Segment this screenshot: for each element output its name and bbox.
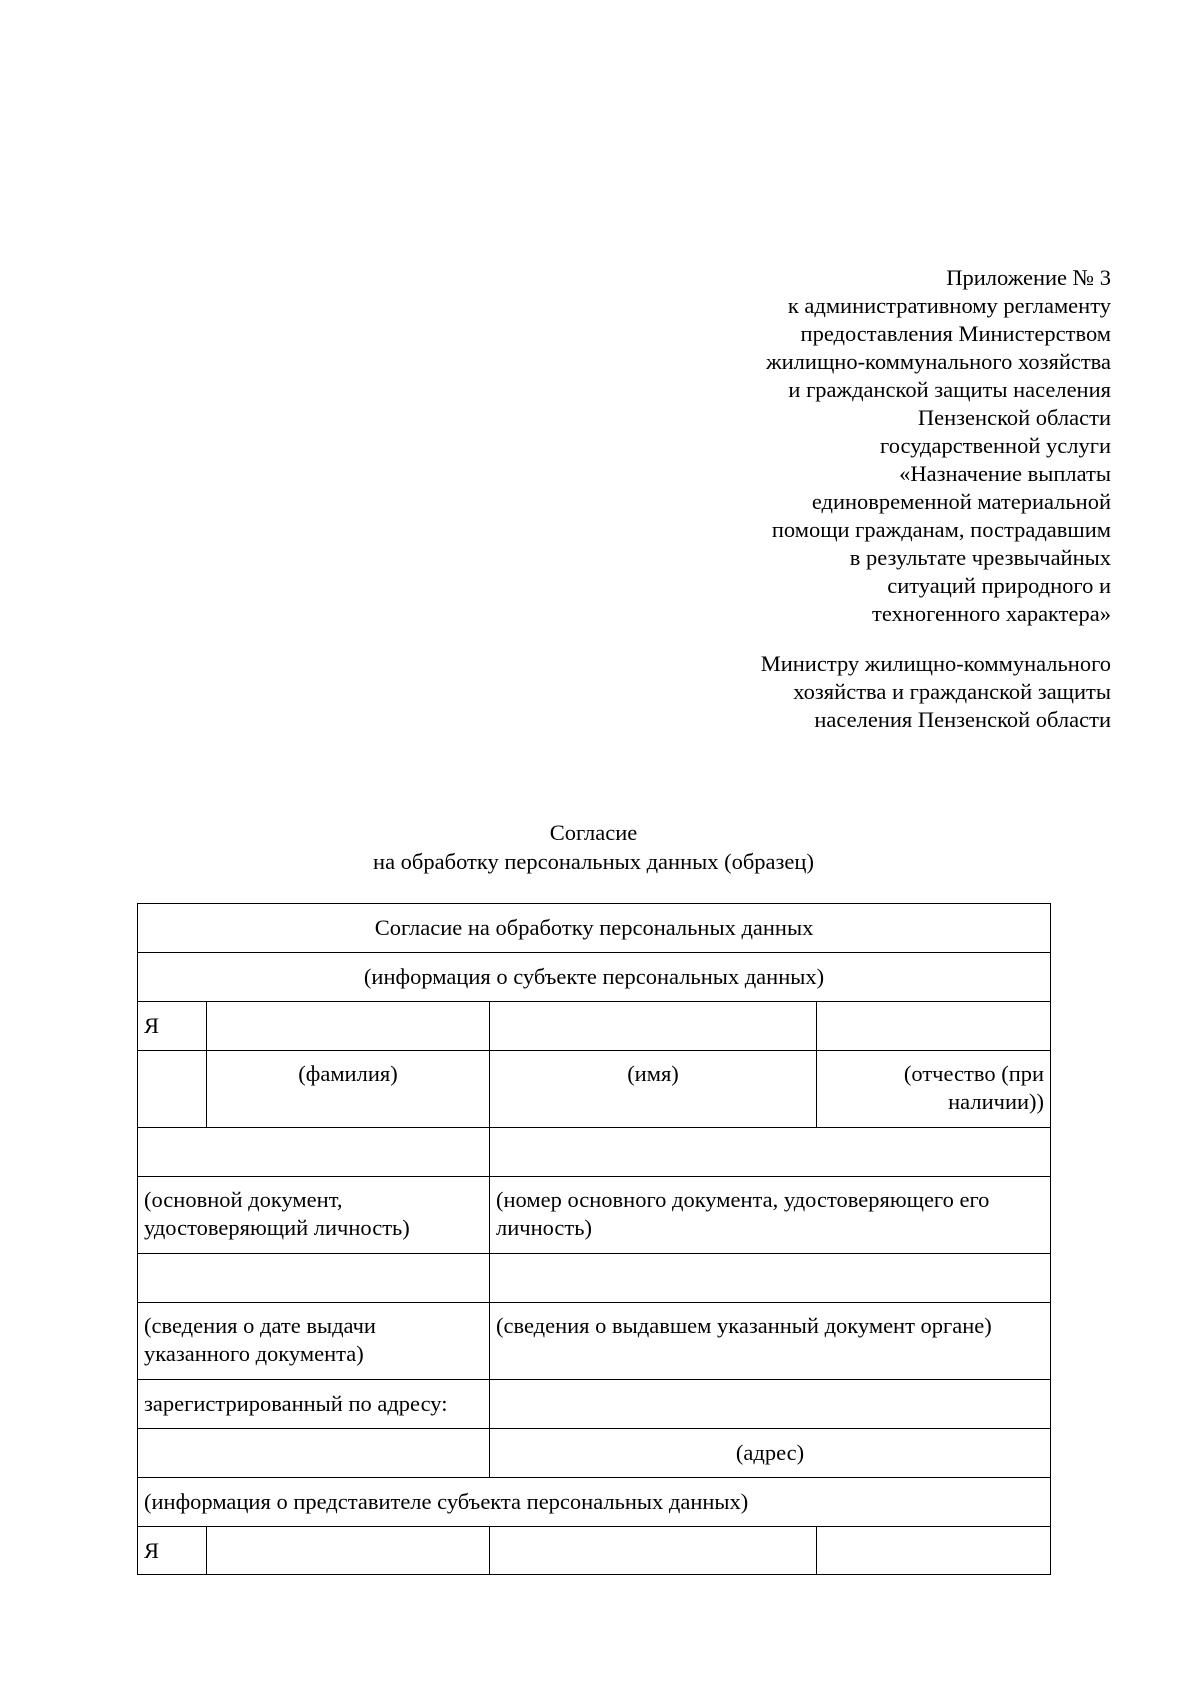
issuer-field[interactable] — [490, 1254, 1051, 1303]
representative-surname-field[interactable] — [207, 1527, 490, 1575]
representative-info-caption: (информация о представителе субъекта персональных данных) — [138, 1478, 1051, 1527]
consent-form-table — [137, 903, 1051, 1575]
table-row — [138, 1303, 1051, 1380]
appendix-line: жилищно-коммунального хозяйства — [766, 349, 1111, 374]
patronymic-field[interactable] — [817, 1002, 1051, 1051]
document-type-field[interactable] — [138, 1128, 490, 1177]
surname-field[interactable] — [207, 1002, 490, 1051]
addressee-block — [651, 650, 1111, 734]
document-title — [137, 818, 1050, 876]
name-caption: (имя) — [490, 1051, 817, 1128]
table-row — [138, 1429, 1051, 1478]
registered-label: зарегистрированный по адресу: — [138, 1380, 490, 1429]
surname-caption: (фамилия) — [207, 1051, 490, 1128]
empty-cell — [138, 1051, 207, 1128]
appendix-line: единовременной материальной — [811, 489, 1111, 514]
representative-patronymic-field[interactable] — [817, 1527, 1051, 1575]
appendix-line: в результате чрезвычайных — [849, 545, 1111, 570]
addressee-line: хозяйства и гражданской защиты — [793, 679, 1111, 704]
appendix-header — [651, 264, 1111, 628]
title-line-1: Согласие — [549, 820, 638, 845]
subject-info-caption: (информация о субъекте персональных данных) — [138, 953, 1051, 1002]
i-label: Я — [138, 1002, 207, 1051]
i-label-2: Я — [138, 1527, 207, 1575]
address-field[interactable] — [490, 1380, 1051, 1429]
patronymic-caption: (отчество (при наличии)) — [817, 1051, 1051, 1128]
table-row — [138, 1128, 1051, 1177]
document-number-field[interactable] — [490, 1128, 1051, 1177]
appendix-line: «Назначение выплаты — [899, 461, 1111, 486]
table-row — [138, 904, 1051, 953]
addressee-line: населения Пензенской области — [814, 707, 1111, 732]
address-caption: (адрес) — [490, 1429, 1051, 1478]
empty-cell — [138, 1429, 490, 1478]
appendix-line: Пензенской области — [917, 405, 1111, 430]
table-row — [138, 1380, 1051, 1429]
appendix-line: и гражданской защиты населения — [788, 377, 1111, 402]
appendix-line: техногенного характера» — [872, 601, 1111, 626]
appendix-line: предоставления Министерством — [800, 321, 1111, 346]
table-row — [138, 953, 1051, 1002]
table-row — [138, 1051, 1051, 1128]
table-row — [138, 1527, 1051, 1575]
title-line-2: на обработку персональных данных (образец) — [373, 849, 814, 874]
addressee-line: Министру жилищно-коммунального — [760, 651, 1111, 676]
representative-name-field[interactable] — [490, 1527, 817, 1575]
appendix-line: государственной услуги — [880, 433, 1111, 458]
document-type-caption: (основной документ, удостоверяющий личность) — [138, 1177, 490, 1254]
issuer-caption: (сведения о выдавшем указанный документ органе) — [490, 1303, 1051, 1380]
form-header: Согласие на обработку персональных данных — [138, 904, 1051, 953]
table-row — [138, 1478, 1051, 1527]
issue-date-field[interactable] — [138, 1254, 490, 1303]
appendix-line: Приложение № 3 — [946, 265, 1111, 290]
table-row — [138, 1254, 1051, 1303]
table-row — [138, 1002, 1051, 1051]
appendix-line: ситуаций природного и — [887, 573, 1111, 598]
appendix-line: к административному регламенту — [787, 293, 1111, 318]
name-field[interactable] — [490, 1002, 817, 1051]
table-row — [138, 1177, 1051, 1254]
appendix-line: помощи гражданам, пострадавшим — [771, 517, 1111, 542]
document-number-caption: (номер основного документа, удостоверяющего его личность) — [490, 1177, 1051, 1254]
issue-date-caption: (сведения о дате выдачи указанного документа) — [138, 1303, 490, 1380]
